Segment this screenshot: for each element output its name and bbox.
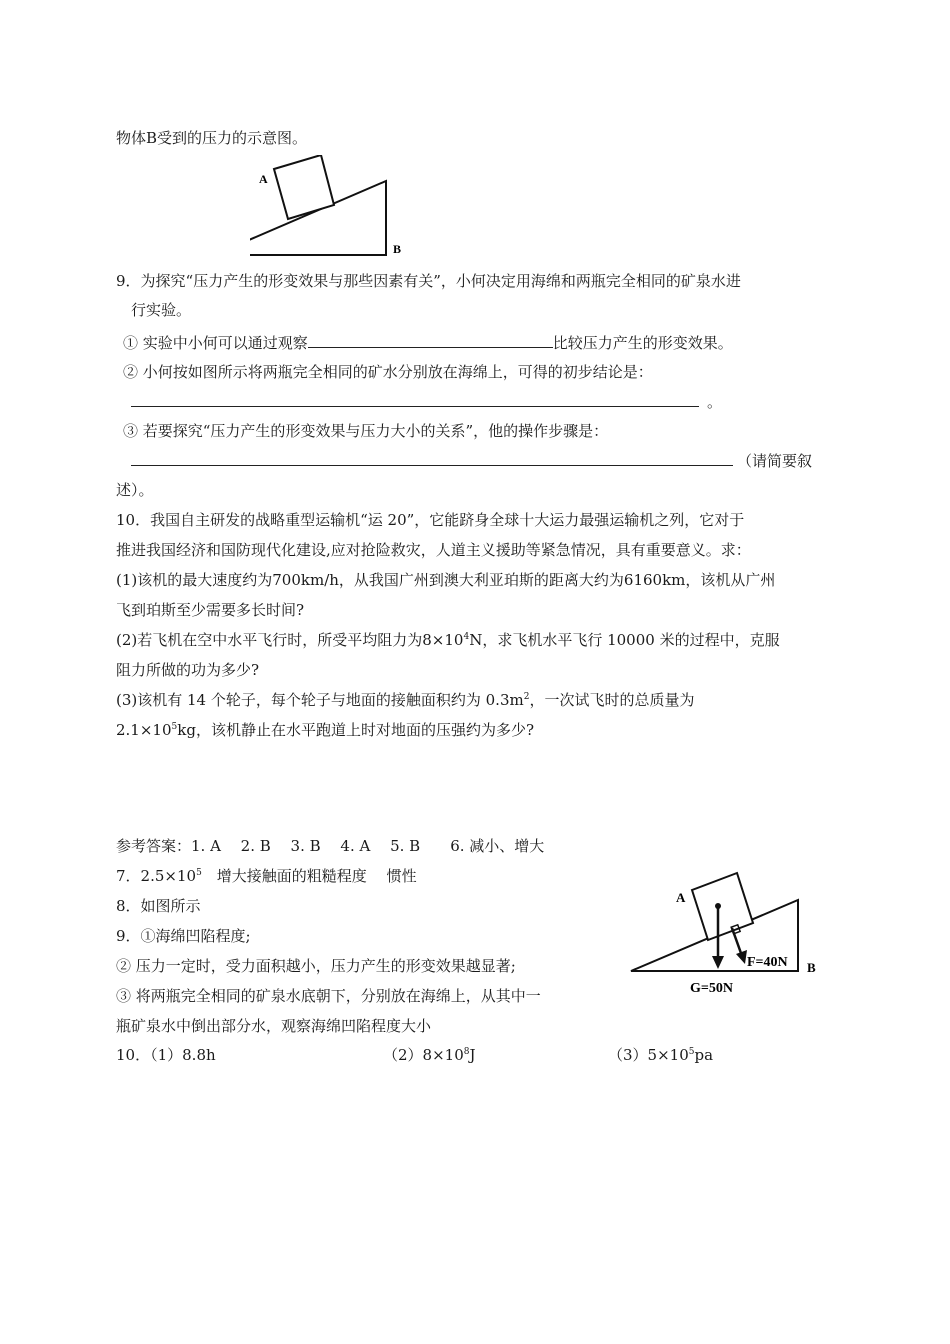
q10-line2: 推进我国经济和国防现代化建设,应对抢险救灾，人道主义援助等紧急情况，具有重要意义。求：	[116, 541, 751, 559]
q9-part3: ③ 若要探究“压力产生的形变效果与压力大小的关系”，他的操作步骤是：	[123, 422, 609, 440]
answer-10-2-exp: 8	[463, 1047, 470, 1057]
label-a: A	[259, 172, 268, 186]
q9-part2-end: 。	[707, 393, 723, 411]
q9-part1-suffix: 比较压力产生的形变效果。	[552, 334, 733, 352]
gravity-arrowhead	[712, 956, 724, 969]
q10-sub2-a-rest: N，求飞机水平飞行 10000 米的过程中，克服	[469, 631, 780, 649]
force-g-label: G=50N	[690, 981, 733, 996]
answer-block-a	[692, 873, 753, 940]
q10-sub3-a-exp: 2	[523, 692, 530, 702]
answer-10-3-exp: 5	[688, 1047, 695, 1057]
q10-sub3-a	[116, 690, 694, 710]
q10-sub3-b-rest: kg，该机静止在水平跑道上时对地面的压强约为多少?	[177, 721, 534, 739]
q9-part2-blank[interactable]	[131, 392, 699, 407]
q10-sub1-a: (1)该机的最大速度约为700km/h，从我国广州到澳大利亚珀斯的距离大约为6160km，该机从广州	[116, 571, 776, 589]
q10-sub3-a-rest: ，一次试飞时的总质量为	[529, 691, 695, 709]
q9-line1: 9．为探究“压力产生的形变效果与那些因素有关”，小何决定用海绵和两瓶完全相同的矿泉水进	[116, 272, 741, 290]
q10-sub2-a	[116, 630, 780, 650]
q10-sub2-a-exp: 4	[463, 632, 470, 642]
q9-part3-answer	[131, 451, 812, 471]
answer-7-text: 7．2.5×10	[116, 867, 197, 885]
answer-label-a: A	[676, 890, 686, 905]
answer-10-3	[608, 1045, 713, 1065]
answer-9-1: 9．①海绵凹陷程度;	[116, 927, 251, 945]
answer-9-3a: ③ 将两瓶完全相同的矿泉水底朝下，分别放在海绵上，从其中一	[116, 987, 541, 1005]
incline-figure-answer	[626, 868, 826, 998]
q9-part1-prefix: ① 实验中小何可以通过观察	[123, 334, 308, 352]
q10-sub2-a-text: (2)若飞机在空中水平飞行时，所受平均阻力为8×10	[116, 631, 464, 649]
q9-part1	[123, 333, 733, 353]
incline-figure-question	[250, 155, 420, 263]
answer-7	[116, 866, 417, 886]
q10-sub3-b	[116, 720, 534, 740]
answer-7-rest: 增大接触面的粗糙程度 惯性	[201, 867, 417, 885]
answer-9-3b: 瓶矿泉水中倒出部分水，观察海绵凹陷程度大小	[116, 1017, 432, 1035]
answer-10-3-unit: pa	[694, 1046, 714, 1064]
force-f-label: F=40N	[747, 955, 788, 970]
answer-10-2-text: （2）8×10	[383, 1046, 464, 1064]
q10-sub1-b: 飞到珀斯至少需要多长时间?	[116, 601, 305, 619]
q9-part3-note: （请简要叙	[737, 452, 813, 470]
q9-part3-end: 述）。	[116, 481, 154, 499]
answer-label-b: B	[807, 960, 816, 975]
answer-7-exp: 5	[196, 868, 202, 878]
q10-sub3-a-text: (3)该机有 14 个轮子，每个轮子与地面的接触面积约为 0.3m	[116, 691, 524, 709]
q10-line1: 10．我国自主研发的战略重型运输机“运 20”，它能跻身全球十大运力最强运输机之列，它对于	[116, 511, 745, 529]
q10-sub3-b-exp: 5	[171, 722, 178, 732]
q10-sub3-b-text: 2.1×10	[116, 721, 172, 739]
answer-line-1-6: 参考答案：1. A 2. B 3. B 4. A 5. B 6. 减小、增大	[116, 837, 545, 855]
answer-10-2	[383, 1045, 476, 1065]
block-a	[274, 155, 334, 219]
q9-part2-answer	[131, 392, 722, 412]
q9-line2: 行实验。	[131, 301, 192, 319]
label-b: B	[393, 242, 402, 256]
pressure-arrowhead	[736, 950, 747, 964]
answer-10-1: 10．（1）8.8h	[116, 1046, 216, 1064]
answer-8: 8．如图所示	[116, 897, 201, 915]
answer-10-2-unit: J	[469, 1046, 476, 1064]
answer-10-3-text: （3）5×10	[608, 1046, 689, 1064]
q9-part3-blank[interactable]	[131, 451, 733, 466]
q9-part1-blank[interactable]	[308, 333, 553, 348]
q10-sub2-b: 阻力所做的功为多少?	[116, 661, 260, 679]
intro-line: 物体B受到的压力的示意图。	[116, 129, 308, 147]
q9-part2: ② 小何按如图所示将两瓶完全相同的矿水分别放在海绵上，可得的初步结论是：	[123, 363, 653, 381]
answer-9-2: ② 压力一定时，受力面积越小，压力产生的形变效果越显著;	[116, 957, 516, 975]
